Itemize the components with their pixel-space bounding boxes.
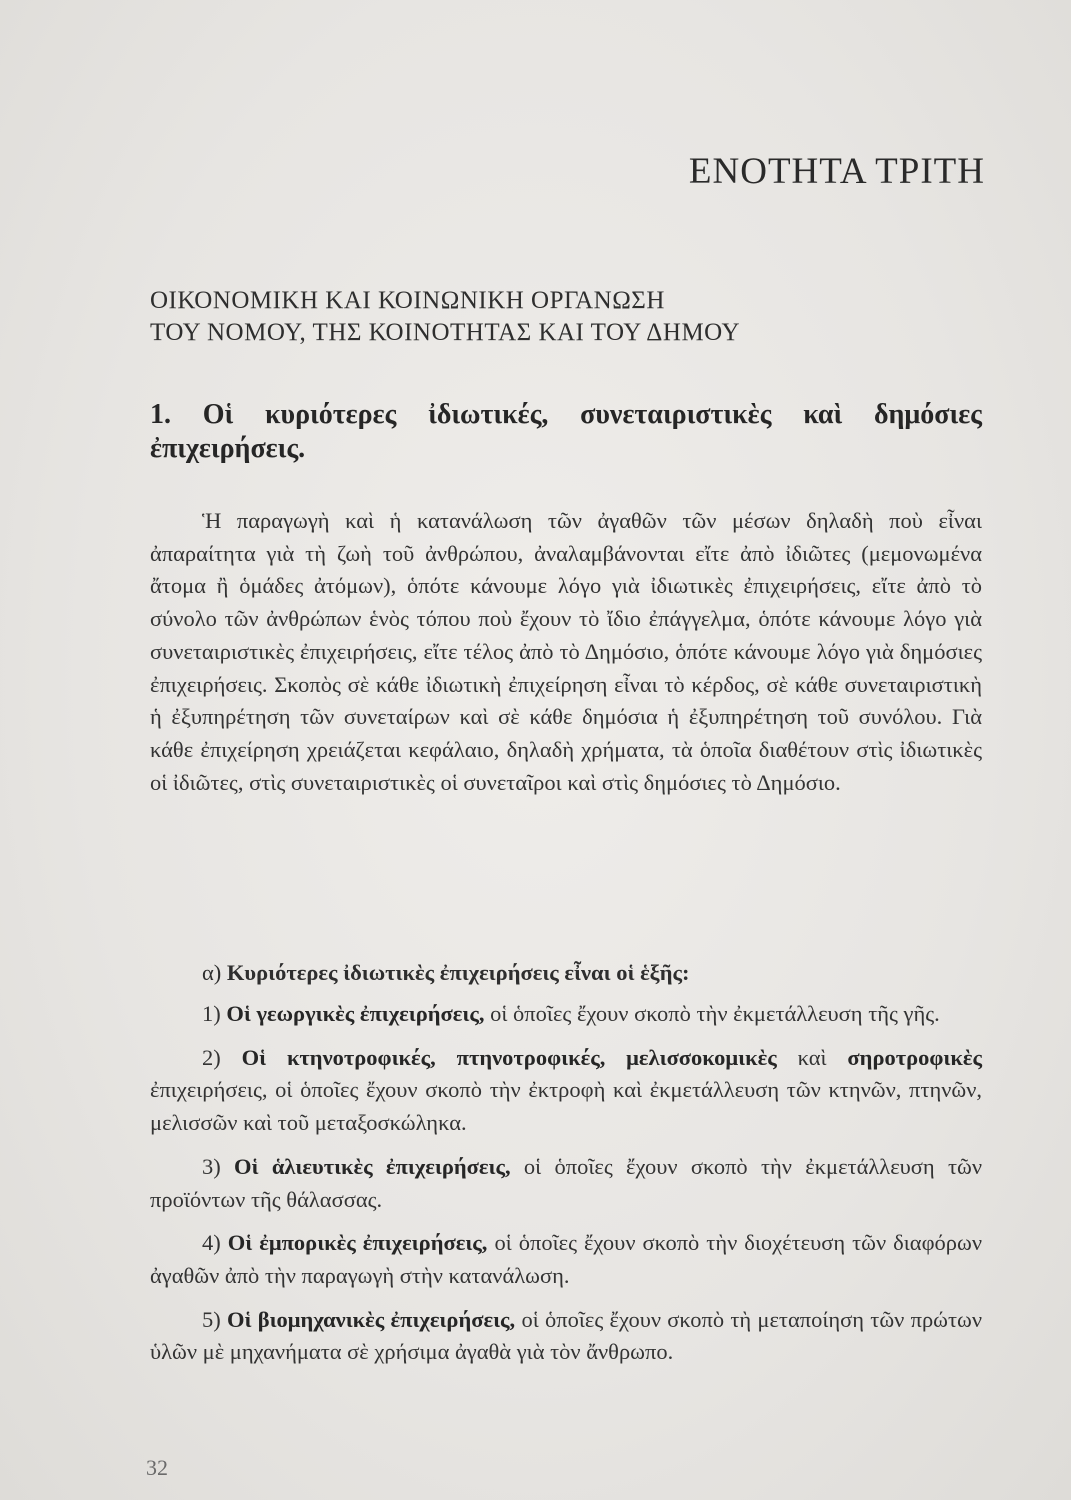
list-item-text: οἱ ὁποῖες ἔχουν σκοπὸ τὴ μεταποίηση τῶν πρώτων ὑλῶν μὲ μηχανήματα σὲ χρήσιμα ἀγαθὰ γιὰ τὸν ἄνθρωπο. [150,1306,982,1365]
list-item [150,1042,982,1140]
list-item [150,1151,982,1216]
subsection-heading [150,957,982,990]
list-item [150,1304,982,1369]
list-item-lead: Οἱ κτηνοτροφικές, πτηνοτροφικές, μελισσοκομικὲς [241,1044,777,1070]
list-item-number: 1) [202,1001,221,1026]
subsection-marker: α) [202,960,222,985]
list-item-lead: Οἱ γεωργικὲς ἐπιχειρήσεις, [226,1001,485,1026]
list-item-number: 5) [202,1306,221,1332]
list-item-connector: καὶ [797,1044,827,1070]
chapter-heading-line-1: ΟΙΚΟΝΟΜΙΚΗ ΚΑΙ ΚΟΙΝΩΝΙΚΗ ΟΡΓΑΝΩΣΗ [150,287,665,314]
list-item-number: 3) [202,1153,221,1179]
list-item-lead: Οἱ ἐμπορικὲς ἐπιχειρήσεις, [227,1230,488,1256]
list-item-lead: Οἱ βιομηχανικὲς ἐπιχειρήσεις, [227,1306,516,1332]
list-item-number: 4) [202,1230,221,1256]
intro-body [150,505,982,799]
chapter-heading [150,285,990,349]
list-item-text: οἱ ὁποῖες ἔχουν σκοπὸ τὴν ἐκμετάλλευση τῶν προϊόντων τῆς θάλασσας. [150,1153,982,1212]
section-title: ΕΝΟΤΗΤΑ ΤΡΙΤΗ [688,151,985,192]
list-item [150,1227,982,1292]
list-item-lead: Οἱ ἁλιευτικὲς ἐπιχειρήσεις, [234,1153,511,1179]
subsection-label: Κυριότερες ἰδιωτικὲς ἐπιχειρήσεις εἶναι οἱ ἑξῆς: [226,960,690,985]
enterprise-list [150,998,982,1380]
list-item-text: οἱ ὁποῖες ἔχουν σκοπὸ τὴν διοχέτευση τῶν διαφόρων ἀγαθῶν ἀπὸ τὴν παραγωγὴ στὴν κατανάλωση. [150,1230,983,1288]
list-item-text: ἐπιχειρήσεις, οἱ ὁποῖες ἔχουν σκοπὸ τὴν ἐκτροφὴ καὶ ἐκμετάλλευση τῶν κτηνῶν, πτηνῶν, μελισσῶν καὶ τοῦ μεταξοσκώληκα. [150,1077,982,1136]
list-item [150,998,982,1031]
list-item-number: 2) [202,1044,221,1070]
section-1-heading: 1. Οἱ κυριότερες ἰδιωτικές, συνεταιριστικὲς καὶ δημόσιες ἐπιχειρήσεις. [150,399,982,464]
intro-paragraph: Ἡ παραγωγὴ καὶ ἡ κατανάλωση τῶν ἀγαθῶν τῶν μέσων δηλαδὴ ποὺ εἶναι ἀπαραίτητα γιὰ τὴ ζωὴ τοῦ ἀνθρώπου, ἀναλαμβάνονται εἴτε ἀπὸ ἰδιῶτες (μεμονωμένα ἄτομα ἢ ὁμάδες ἀτόμων), ὁπότε κάνουμε λόγο γιὰ ἰδιωτικὲς ἐπιχειρήσεις, εἴτε ἀπὸ τὸ σύνολο τῶν ἀνθρώπων ἑνὸς τόπου ποὺ ἔχουν τὸ ἴδιο ἐπάγγελμα, ὁπότε κάνουμε λόγο γιὰ συνεταιριστικὲς ἐπιχειρήσεις, εἴτε τέλος ἀπὸ τὸ Δημόσιο, ὁπότε κάνουμε λόγο γιὰ δημόσιες ἐπιχειρήσεις. Σκοπὸς σὲ κάθε ἰδιωτικὴ ἐπιχείρηση εἶναι τὸ κέρδος, σὲ κάθε συνεταιριστικὴ ἡ ἐξυπηρέτηση τῶν συνεταίρων καὶ σὲ κάθε δημόσια ἡ ἐξυπηρέτηση τοῦ συνόλου. Γιὰ κάθε ἐπιχείρηση χρειάζεται κεφάλαιο, δηλαδὴ χρήματα, τὰ ὁποῖα διαθέτουν στὶς ἰδιωτικὲς οἱ ἰδιῶτες, στὶς συνεταιριστικὲς οἱ συνεταῖροι καὶ στὶς δημόσιες τὸ Δημόσιο. [150,508,982,795]
list-item-text: οἱ ὁποῖες ἔχουν σκοπὸ τὴν ἐκμετάλλευση τῆς γῆς. [490,1001,940,1026]
page-number: 32 [146,1455,168,1480]
chapter-heading-line-2: ΤΟΥ ΝΟΜΟΥ, ΤΗΣ ΚΟΙΝΟΤΗΤΑΣ ΚΑΙ ΤΟΥ ΔΗΜΟΥ [150,319,741,346]
list-item-lead-2: σηροτροφικὲς [847,1044,983,1070]
